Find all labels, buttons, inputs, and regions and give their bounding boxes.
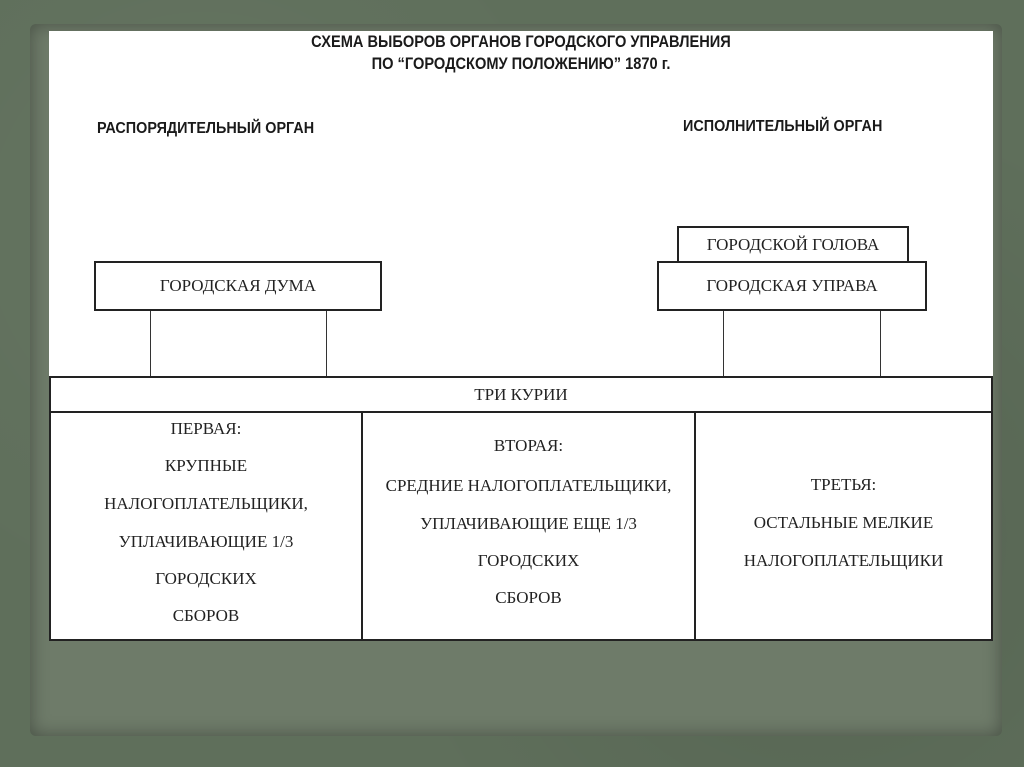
- box-city-duma: [94, 261, 382, 311]
- box-city-council: [657, 261, 927, 311]
- diagram-title: [115, 31, 927, 75]
- connector-line: [150, 311, 151, 376]
- three-curiae-label: ТРИ КУРИИ: [474, 384, 568, 404]
- box-city-duma-label: ГОРОДСКАЯ ДУМА: [159, 276, 317, 295]
- title-line-1: СХЕМА ВЫБОРОВ ОРГАНОВ ГОРОДСКОГО УПРАВЛЕНИЯ: [311, 32, 731, 51]
- curia-first-line: УПЛАЧИВАЮЩИЕ 1/3: [118, 532, 294, 551]
- curia-first-line: КРУПНЫЕ: [164, 456, 248, 475]
- curia-second-cell: [361, 411, 696, 641]
- curia-third-line: ТРЕТЬЯ:: [810, 475, 877, 494]
- heading-administrative-body: РАСПОРЯДИТЕЛЬНЫЙ ОРГАН: [97, 120, 315, 137]
- heading-executive-body: ИСПОЛНИТЕЛЬНЫЙ ОРГАН: [683, 118, 883, 135]
- curia-third-line: НАЛОГОПЛАТЕЛЬЩИКИ: [743, 551, 944, 570]
- connector-line: [723, 311, 724, 376]
- three-curiae-header: [49, 376, 993, 413]
- title-line-2: ПО “ГОРОДСКОМУ ПОЛОЖЕНИЮ” 1870 г.: [371, 54, 671, 73]
- curia-second-line: СБОРОВ: [495, 588, 562, 607]
- curia-first-line: ГОРОДСКИХ: [155, 569, 257, 588]
- connector-line: [326, 311, 327, 376]
- curia-second-line: ВТОРАЯ:: [493, 436, 564, 455]
- curia-second-line: УПЛАЧИВАЮЩИЕ ЕЩЕ 1/3: [420, 514, 637, 533]
- curia-third-cell: [694, 411, 993, 641]
- box-city-head: [677, 226, 909, 263]
- curia-first-line: НАЛОГОПЛАТЕЛЬЩИКИ,: [104, 494, 308, 513]
- connector-line: [880, 311, 881, 376]
- curia-first-line: ПЕРВАЯ:: [170, 419, 242, 438]
- curia-second-line: ГОРОДСКИХ: [477, 551, 580, 570]
- curia-first-cell: [49, 411, 363, 641]
- curia-first-line: СБОРОВ: [172, 606, 240, 625]
- box-city-council-label: ГОРОДСКАЯ УПРАВА: [706, 276, 878, 295]
- curia-third-line: ОСТАЛЬНЫЕ МЕЛКИЕ: [753, 513, 934, 532]
- curia-second-line: СРЕДНИЕ НАЛОГОПЛАТЕЛЬЩИКИ,: [385, 476, 672, 495]
- box-city-head-label: ГОРОДСКОЙ ГОЛОВА: [706, 234, 880, 254]
